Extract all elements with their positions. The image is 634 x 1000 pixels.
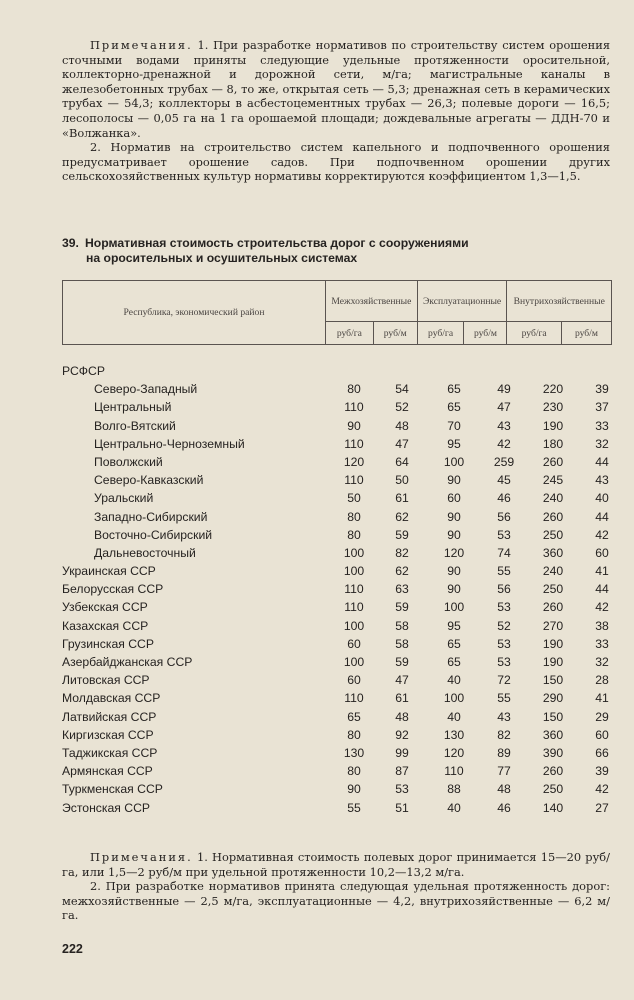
row-value-cell: 90 (447, 473, 461, 488)
row-value-cell: 240 (542, 564, 564, 579)
bottom-note-heading: Примечания. (90, 850, 193, 864)
row-value-cell: 72 (497, 673, 511, 688)
row-value-cell: 92 (395, 727, 409, 742)
row-value-cell: 59 (395, 527, 409, 542)
table-number: 39. (62, 236, 79, 250)
row-value-cell: 260 (542, 600, 564, 615)
table-row (62, 799, 622, 817)
row-value-cell: 150 (542, 709, 564, 724)
table-row (62, 435, 622, 453)
row-value-cell: 60 (347, 636, 361, 651)
bottom-note-1-body: 1. Нормативная стоимость полевых дорог принимается 15—20 руб/га, или 1,5—2 руб/м при удельной протяженности 10,2—13,2 м/га. (62, 850, 610, 879)
row-value-cell: 43 (497, 418, 511, 433)
row-value-cell: 100 (443, 454, 465, 469)
row-value-cell: 53 (497, 636, 511, 651)
row-value-cell: 50 (347, 491, 361, 506)
table-row (62, 726, 622, 744)
row-value-cell: 260 (542, 454, 564, 469)
table-row (62, 671, 622, 689)
row-value-cell: 130 (443, 727, 465, 742)
row-value-cell: 74 (497, 545, 511, 560)
table-row (62, 398, 622, 416)
row-value-cell: 59 (395, 655, 409, 669)
row-value-cell: 259 (493, 454, 515, 469)
row-value-cell: 46 (497, 800, 511, 815)
row-value-cell: 100 (343, 618, 365, 633)
row-value-cell: 90 (447, 527, 461, 542)
row-value-cell: 42 (595, 600, 609, 615)
row-value-cell: 87 (395, 764, 409, 779)
table-row (62, 617, 622, 635)
row-region-name: Центрально-Черноземный (94, 436, 245, 451)
row-value-cell: 88 (447, 782, 461, 797)
row-value-cell: 51 (395, 800, 409, 815)
row-region-name: Центральный (94, 400, 172, 415)
row-value-cell: 80 (347, 382, 361, 397)
header-group-on-farm: Внутрихозяйственные (507, 281, 612, 322)
row-value-cell: 65 (347, 709, 361, 724)
table-row (62, 417, 622, 435)
row-region-name: Северо-Кавказский (94, 473, 204, 488)
top-note-heading: Примечания. (90, 38, 193, 52)
row-value-cell: 250 (542, 527, 564, 542)
row-value-cell: 100 (343, 545, 365, 560)
row-value-cell: 100 (443, 600, 465, 615)
table-row (62, 744, 622, 762)
row-value-cell: 45 (497, 473, 511, 488)
row-value-cell: 46 (497, 491, 511, 506)
row-value-cell: 110 (344, 400, 364, 415)
row-value-cell: 33 (595, 636, 609, 651)
table-row (62, 562, 622, 580)
row-value-cell: 90 (447, 582, 461, 597)
row-value-cell: 39 (595, 382, 609, 397)
row-region-name: Западно-Сибирский (94, 509, 208, 524)
row-value-cell: 82 (497, 727, 511, 742)
row-value-cell: 65 (447, 400, 461, 415)
row-value-cell: 58 (395, 618, 409, 633)
row-value-cell: 64 (395, 454, 409, 469)
row-value-cell: 120 (443, 545, 465, 560)
row-value-cell: 61 (395, 491, 409, 506)
row-value-cell: 77 (497, 764, 511, 779)
table-row (62, 453, 622, 471)
row-value-cell: 65 (447, 382, 461, 397)
row-region-name: Уральский (94, 491, 154, 506)
row-value-cell: 44 (595, 582, 609, 597)
row-value-cell: 44 (595, 509, 609, 524)
table-row (62, 489, 622, 507)
bottom-note-1 (62, 850, 610, 879)
table-body (62, 362, 622, 817)
table-row (62, 653, 622, 671)
row-value-cell: 38 (595, 618, 609, 633)
row-value-cell: 90 (447, 509, 461, 524)
row-value-cell: 99 (395, 745, 409, 760)
row-value-cell: 53 (497, 527, 511, 542)
row-value-cell: 53 (497, 600, 511, 615)
row-value-cell: 48 (497, 782, 511, 797)
row-value-cell: 43 (497, 709, 511, 724)
row-value-cell: 180 (542, 436, 564, 451)
row-value-cell: 60 (447, 491, 461, 506)
row-value-cell: 190 (542, 636, 564, 651)
row-value-cell: 32 (595, 655, 609, 669)
row-region-name: Армянская ССР (62, 764, 153, 779)
row-value-cell: 120 (343, 454, 365, 469)
row-value-cell: 52 (395, 400, 409, 415)
row-region-name: Киргизская ССР (62, 727, 154, 742)
row-region-name: Эстонская ССР (62, 800, 150, 815)
table-row (62, 380, 622, 398)
row-value-cell: 60 (595, 727, 609, 742)
header-unit: руб/га (507, 322, 561, 345)
row-value-cell: 190 (542, 655, 564, 669)
row-value-cell: 110 (444, 764, 464, 779)
table-header (62, 280, 612, 345)
row-region-name: Азербайджанская ССР (62, 655, 193, 669)
top-notes (62, 38, 610, 184)
row-region-name: Казахская ССР (62, 618, 149, 633)
row-value-cell: 55 (497, 691, 511, 706)
row-value-cell: 66 (595, 745, 609, 760)
row-value-cell: 33 (595, 418, 609, 433)
row-value-cell: 42 (595, 782, 609, 797)
row-value-cell: 95 (447, 436, 461, 451)
page-number: 222 (62, 942, 83, 956)
row-value-cell: 390 (542, 745, 564, 760)
row-value-cell: 250 (542, 782, 564, 797)
table-row (62, 689, 622, 707)
table-row (62, 762, 622, 780)
row-value-cell: 40 (447, 800, 461, 815)
row-value-cell: 130 (343, 745, 365, 760)
table-row (62, 362, 622, 380)
row-value-cell: 49 (497, 382, 511, 397)
row-region-name: Латвийская ССР (62, 709, 157, 724)
table-row (62, 580, 622, 598)
row-value-cell: 43 (595, 473, 609, 488)
table-row (62, 508, 622, 526)
top-note-1 (62, 38, 610, 140)
row-value-cell: 29 (595, 709, 609, 724)
row-region-name: Восточно-Сибирский (94, 527, 213, 542)
table-row (62, 708, 622, 726)
row-region-name: Украинская ССР (62, 564, 156, 579)
table-row (62, 598, 622, 616)
bottom-note-2: 2. При разработке нормативов принята следующая удельная протяженность дорог: межхозяйственные — 2,5 м/га, эксплуатационные — 4,2, внутрихозяйственные — 6,2 м/га. (62, 879, 610, 923)
row-value-cell: 27 (595, 800, 609, 815)
row-region-name: Молдавская ССР (62, 691, 161, 706)
row-value-cell: 62 (395, 564, 409, 579)
row-value-cell: 250 (542, 582, 564, 597)
row-value-cell: 55 (497, 564, 511, 579)
row-value-cell: 54 (395, 382, 409, 397)
row-value-cell: 47 (395, 673, 409, 688)
row-value-cell: 100 (343, 655, 365, 669)
header-unit: руб/га (417, 322, 464, 345)
row-region-name: Волго-Вятский (94, 418, 176, 433)
row-value-cell: 65 (447, 655, 461, 669)
header-unit: руб/га (326, 322, 374, 345)
row-value-cell: 120 (443, 745, 465, 760)
row-value-cell: 110 (344, 691, 364, 706)
table-row (62, 471, 622, 489)
row-value-cell: 150 (542, 673, 564, 688)
table-title-line1: Нормативная стоимость строительства дорог с сооружениями (84, 236, 469, 250)
row-value-cell: 240 (542, 491, 564, 506)
row-value-cell: 40 (447, 673, 461, 688)
row-region-name: Белорусская ССР (62, 582, 164, 597)
row-value-cell: 47 (497, 400, 511, 415)
row-value-cell: 100 (343, 564, 365, 579)
row-value-cell: 40 (447, 709, 461, 724)
header-group-inter-farm: Межхозяйственные (326, 281, 418, 322)
row-region-name: Таджикская ССР (62, 745, 158, 760)
row-value-cell: 60 (347, 673, 361, 688)
row-region-name: Узбекская ССР (62, 600, 148, 615)
row-value-cell: 190 (542, 418, 564, 433)
row-value-cell: 62 (395, 509, 409, 524)
row-value-cell: 65 (447, 636, 461, 651)
row-value-cell: 28 (595, 673, 609, 688)
row-value-cell: 245 (542, 473, 564, 488)
row-value-cell: 110 (344, 582, 364, 597)
row-value-cell: 90 (447, 564, 461, 579)
row-value-cell: 110 (344, 473, 364, 488)
row-value-cell: 270 (542, 618, 564, 633)
row-region-name: Поволжский (94, 454, 163, 469)
row-value-cell: 42 (595, 527, 609, 542)
table-row (62, 780, 622, 798)
row-value-cell: 95 (447, 618, 461, 633)
row-value-cell: 42 (497, 436, 511, 451)
row-value-cell: 80 (347, 764, 361, 779)
row-value-cell: 47 (395, 436, 409, 451)
row-value-cell: 89 (497, 745, 511, 760)
top-note-2: 2. Норматив на строительство систем капельного и подпочвенного орошения предусматривает орошение садов. При подпочвенном орошении других сельскохозяйственных культур нормативы корректируются коэффициентом 1,3—1,5. (62, 140, 610, 184)
row-value-cell: 70 (447, 418, 461, 433)
table-row (62, 544, 622, 562)
row-value-cell: 50 (395, 473, 409, 488)
row-value-cell: 360 (542, 727, 564, 742)
row-value-cell: 82 (395, 545, 409, 560)
row-value-cell: 56 (497, 582, 511, 597)
row-value-cell: 80 (347, 509, 361, 524)
row-value-cell: 56 (497, 509, 511, 524)
row-value-cell: 260 (542, 764, 564, 779)
top-note-1-body: 1. При разработке нормативов по строительству систем орошения сточными водами приняты следующие удельные протяженности оросительной, коллекторно-дренажной и дорожной сети, м/га; магистральные каналы в железобетонных трубах — 8, то же, открытая сеть — 5,3; дренажная сеть в керамических трубах — 54,3; коллекторы в асбестоцементных трубах — 26,3; полевые дороги — 16,5; лесополосы — 0,05 га на 1 га орошаемой площади; дождевальные агрегаты — ДДН-70 и «Волжанка». (62, 38, 610, 140)
row-region-name: Дальневосточный (94, 545, 196, 560)
row-value-cell: 55 (347, 800, 361, 815)
row-value-cell: 110 (344, 600, 364, 615)
row-region-name: РСФСР (62, 364, 105, 378)
header-unit: руб/м (464, 322, 507, 345)
row-value-cell: 90 (347, 418, 361, 433)
row-value-cell: 37 (595, 400, 609, 415)
row-value-cell: 48 (395, 709, 409, 724)
row-value-cell: 44 (595, 454, 609, 469)
row-region-name: Литовская ССР (62, 673, 150, 688)
table-row (62, 635, 622, 653)
row-value-cell: 290 (542, 691, 564, 706)
row-value-cell: 100 (443, 691, 465, 706)
row-value-cell: 32 (595, 436, 609, 451)
row-value-cell: 260 (542, 509, 564, 524)
table-title (62, 236, 582, 266)
header-unit: руб/м (373, 322, 417, 345)
row-value-cell: 61 (395, 691, 409, 706)
row-value-cell: 110 (344, 436, 364, 451)
row-value-cell: 63 (395, 582, 409, 597)
header-region: Республика, экономический район (63, 281, 326, 345)
row-value-cell: 59 (395, 600, 409, 615)
row-value-cell: 40 (595, 491, 609, 506)
row-region-name: Северо-Западный (94, 382, 198, 397)
table-row (62, 526, 622, 544)
row-region-name: Туркменская ССР (62, 782, 163, 797)
table-title-line2: на оросительных и осушительных системах (86, 251, 358, 265)
row-value-cell: 53 (497, 655, 511, 669)
row-value-cell: 80 (347, 527, 361, 542)
row-value-cell: 230 (542, 400, 564, 415)
row-value-cell: 220 (542, 382, 564, 397)
row-value-cell: 48 (395, 418, 409, 433)
row-value-cell: 58 (395, 636, 409, 651)
header-unit: руб/м (561, 322, 611, 345)
row-value-cell: 360 (542, 545, 564, 560)
row-value-cell: 39 (595, 764, 609, 779)
row-value-cell: 52 (497, 618, 511, 633)
row-value-cell: 53 (395, 782, 409, 797)
row-region-name: Грузинская ССР (62, 636, 154, 651)
header-group-operational: Эксплуатационные (417, 281, 507, 322)
row-value-cell: 41 (595, 564, 609, 579)
bottom-notes (62, 850, 610, 923)
row-value-cell: 90 (347, 782, 361, 797)
row-value-cell: 140 (542, 800, 564, 815)
row-value-cell: 60 (595, 545, 609, 560)
row-value-cell: 80 (347, 727, 361, 742)
row-value-cell: 41 (595, 691, 609, 706)
